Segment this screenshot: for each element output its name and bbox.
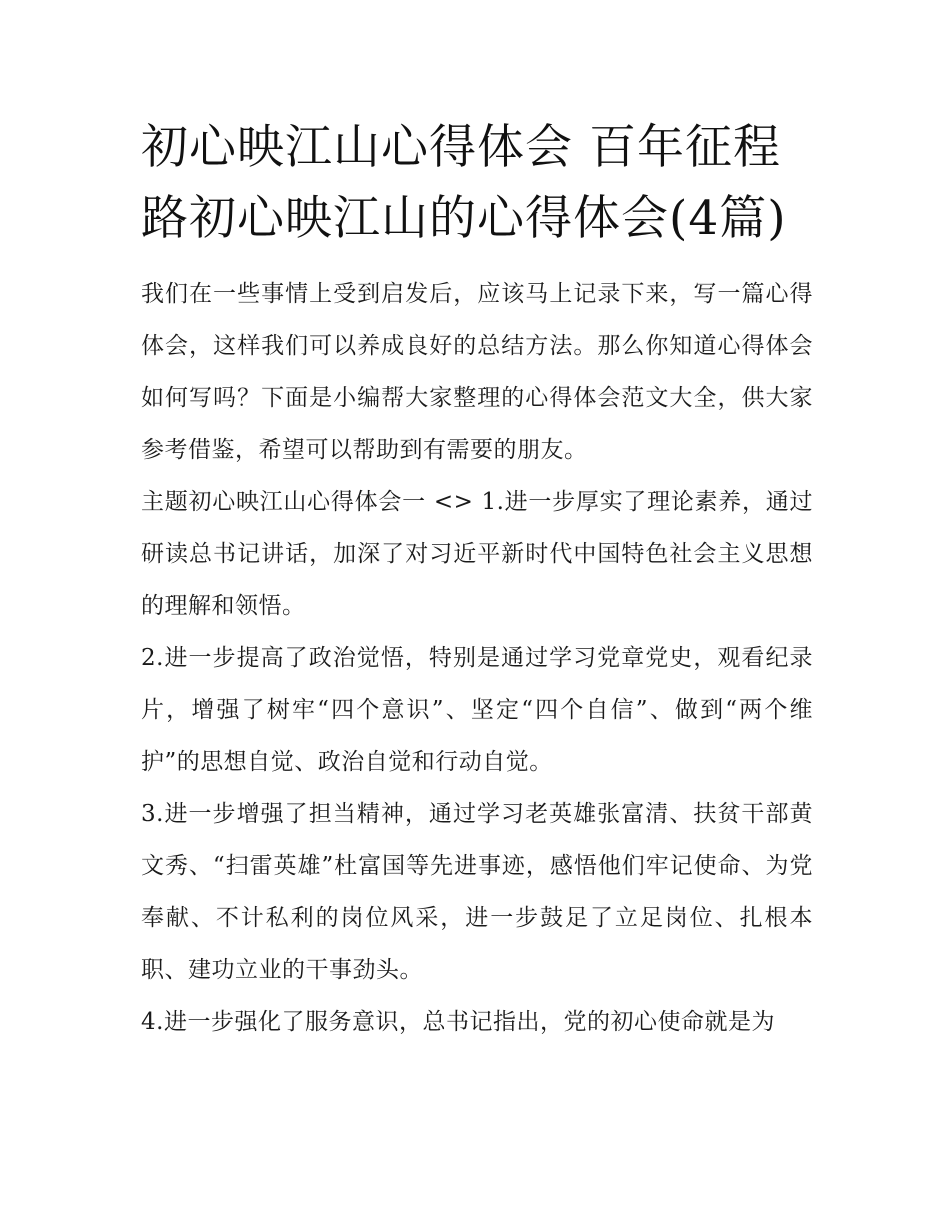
- intro-paragraph: 我们在一些事情上受到启发后，应该马上记录下来，写一篇心得体会，这样我们可以养成良好的总结方法。那么你知道心得体会如何写吗？下面是小编帮大家整理的心得体会范文大全，供大家参考借鉴，希望可以帮助到有需要的朋友。: [141, 281, 813, 463]
- paragraph-2: 2.进一步提高了政治觉悟，特别是通过学习党章党史，观看纪录片，增强了树牢“四个意识”、坚定“四个自信”、做到“两个维护”的思想自觉、政治自觉和行动自觉。: [141, 645, 813, 775]
- paragraph-3: 3.进一步增强了担当精神，通过学习老英雄张富清、扶贫干部黄文秀、“扫雷英雄”杜富国等先进事迹，感悟他们牢记使命、为党奉献、不计私利的岗位风采，进一步鼓足了立足岗位、扎根本职、建功立业的干事劲头。: [141, 801, 813, 983]
- paragraph-4: 4.进一步强化了服务意识，总书记指出，党的初心使命就是为: [141, 1009, 775, 1035]
- document-body: [141, 112, 813, 1048]
- paragraph-1: 主题初心映江山心得体会一 <> 1.进一步厚实了理论素养，通过研读总书记讲话，加深了对习近平新时代中国特色社会主义思想的理解和领悟。: [141, 489, 813, 619]
- document-title: 初心映江山心得体会 百年征程路初心映江山的心得体会(4篇): [141, 120, 787, 246]
